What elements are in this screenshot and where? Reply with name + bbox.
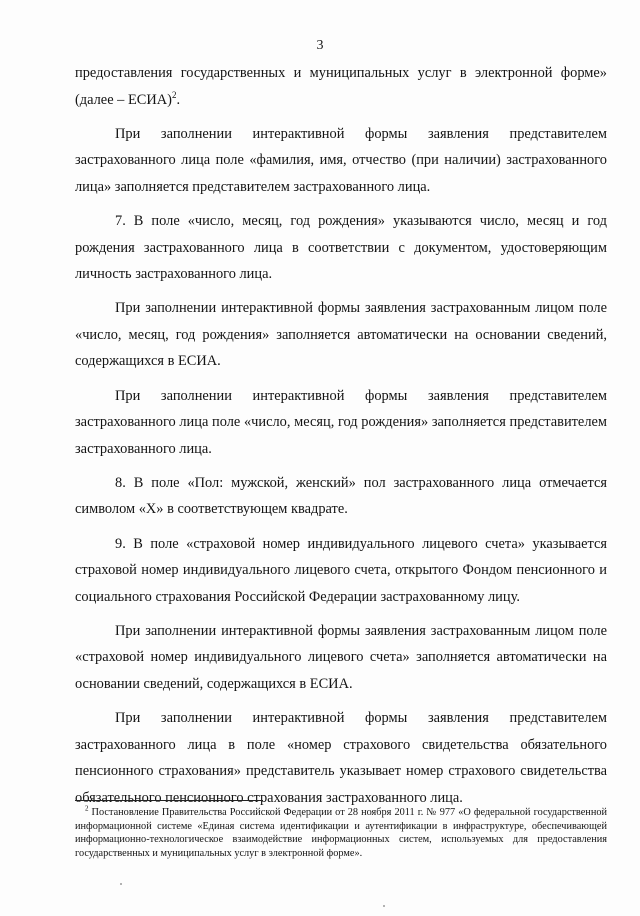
paragraph-snils-insured: При заполнении интерактивной формы заявления застрахованным лицом поле «страховой номер индивидуального лицевого счета» заполняется автоматически на основании сведений, содержащихся в ЕСИА. (75, 622, 607, 692)
paragraph-item-7: 7. В поле «число, месяц, год рождения» указываются число, месяц и год рождения застрахованного лица в соответствии с документом, удостоверяющим личность застрахованного лица. (75, 212, 607, 283)
paragraph-text: предоставления государственных и муниципальных услуг в электронной форме» (далее – ЕСИА) (75, 65, 607, 108)
paragraph-item-8: 8. В поле «Пол: мужской, женский» пол застрахованного лица отмечается символом «Х» в соответствующем квадрате. (75, 474, 607, 518)
scan-speck (383, 905, 385, 907)
footnote-reference: 2 (171, 89, 177, 100)
paragraph-birthdate-representative: При заполнении интерактивной формы заявления представителем застрахованного лица поле «число, месяц, год рождения» заполняется представителем застрахованного лица. (75, 387, 607, 457)
footnote-text: Постановление Правительства Российской Федерации от 28 ноября 2011 г. № 977 «О федеральной государственной информационной системе «Единая система идентификации и аутентификации в инфраструктуре, обеспечивающей информационно-технологическое взаимодействие информационных систем, используемых для предоставления государственных и муниципальных услуг в электронной форме». (75, 807, 607, 859)
paragraph-snils-representative: При заполнении интерактивной формы заявления представителем застрахованного лица в поле «номер страхового свидетельства обязательного пенсионного страхования» представитель указывает номер страхового свидетельства обязательного пенсионного страхования застрахованного лица. (75, 710, 607, 806)
page-number: 3 (316, 38, 324, 53)
paragraph-item-9: 9. В поле «страховой номер индивидуального лицевого счета» указывается страховой номер индивидуального лицевого счета, открытого Фондом пенсионного и социального страхования Российской Федерации застрахованному лицу. (75, 535, 607, 605)
document-body (75, 60, 607, 819)
scan-speck (120, 883, 122, 885)
paragraph-continuation (75, 60, 607, 113)
footnote (75, 806, 607, 860)
paragraph-birthdate-insured: При заполнении интерактивной формы заявления застрахованным лицом поле «число, месяц, год рождения» заполняется автоматически на основании сведений, содержащихся в ЕСИА. (75, 300, 607, 370)
paragraph-representative-name: При заполнении интерактивной формы заявления представителем застрахованного лица поле «фамилия, имя, отчество (при наличии) застрахованного лица» заполняется представителем застрахованного лица. (75, 125, 607, 195)
footnote-divider (75, 800, 263, 801)
paragraph-end-punctuation: . (176, 91, 181, 108)
footnote-mark: 2 (85, 804, 89, 813)
